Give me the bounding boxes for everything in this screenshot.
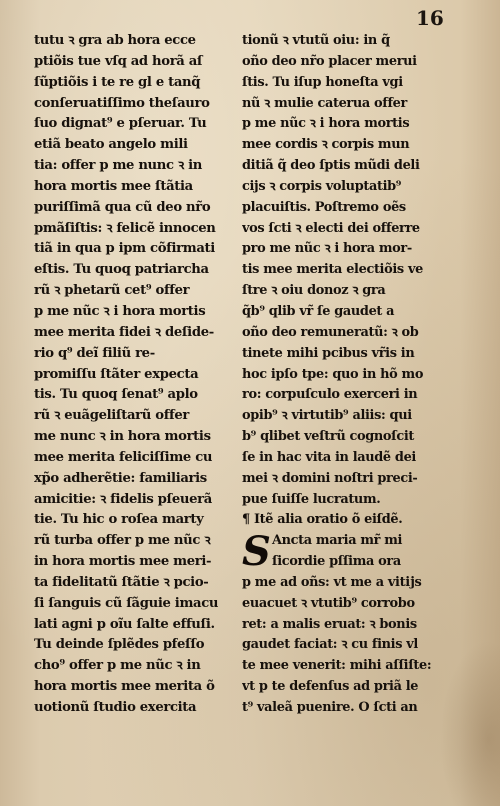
text-line: vos ſcti ꝛ electi dei offerre — [242, 220, 420, 236]
text-line: conſeruatiſſimo theſauro — [34, 95, 210, 111]
text-line: mei ꝛ domini noſtri preci- — [242, 470, 418, 486]
text-line: tia: offer p me nunc ꝛ in — [34, 158, 202, 174]
text-line: tinete mihi pcibus vr̃is in — [242, 345, 415, 361]
text-line: p me nũc ꝛ i hora mortis — [34, 303, 206, 319]
prayer-heading: ¶ Itẽ alia oratio õ eiſdẽ. — [242, 512, 403, 528]
initial-line: ſicordie pſſima ora — [272, 554, 401, 570]
text-line: placuiſtis. Poſtremo oẽs — [242, 199, 406, 215]
text-line: t⁹ valeã puenire. O ſcti an — [242, 700, 418, 715]
text-line: pmãſiſtis: ꝛ felicẽ innocen — [34, 220, 216, 236]
text-line: tis mee merita electiõis ve — [242, 262, 423, 278]
text-line: me nunc ꝛ in hora mortis — [34, 429, 211, 445]
text-line: mee merita fidei ꝛ deſide- — [34, 324, 214, 340]
text-line: xp̃o adherẽtie: familiaris — [34, 470, 207, 486]
text-line: eſtis. Tu quoq patriarcha — [34, 262, 209, 278]
text-line: amicitie: ꝛ fidelis pſeuerã — [34, 491, 212, 507]
initial-line: Ancta maria mr̃ mi — [272, 533, 403, 549]
text-line: tionũ ꝛ vtutũ oiu: in q̃ — [242, 33, 390, 48]
folio-number: 16 — [416, 6, 444, 30]
text-line: ditiã q̃ deo ſptis mũdi deli — [242, 158, 420, 174]
text-line: mee cordis ꝛ corpis mun — [242, 137, 410, 153]
text-line: p me nũc ꝛ i hora mortis — [242, 116, 410, 132]
right-column-upper-text — [242, 31, 438, 510]
text-line: tutu ꝛ gra ab hora ecce — [34, 33, 196, 48]
text-line: uotionũ ſtudio exercita — [34, 700, 197, 715]
drop-cap-initial: S — [242, 528, 271, 576]
text-line: gaudet faciat: ꝛ cu finis vl — [242, 637, 418, 653]
text-line: hoc ipſo tpe: quo in hõ mo — [242, 366, 424, 382]
text-line: tis. Tu quoq ſenat⁹ aplo — [34, 387, 198, 403]
text-line: ta fidelitatũ ſtãtie ꝛ pcio- — [34, 574, 209, 590]
text-line: ſtre ꝛ oiu donoz ꝛ gra — [242, 283, 386, 299]
text-line: te mee venerit: mihi aſſiſte: — [242, 658, 432, 674]
text-line: ſuo dignat⁹ e pſeruar. Tu — [34, 116, 207, 132]
text-line: puriſſimã qua cũ deo nr̃o — [34, 199, 211, 215]
text-line: Tu deinde ſplẽdes pfeſſo — [34, 637, 205, 653]
text-line: ſũptiõis i te re gl e tanq̃ — [34, 74, 201, 90]
text-line: lati agni p oĩu ſalte effuſi. — [34, 616, 215, 632]
page-stain — [440, 640, 500, 806]
text-line: nũ ꝛ mulie caterua offer — [242, 95, 407, 111]
text-line: b⁹ qlibet veſtrũ cognoſcit — [242, 429, 415, 445]
text-line: q̃b⁹ qlib vr̃ ſe gaudet a — [242, 303, 395, 319]
text-line: mee merita feliciſſime cu — [34, 449, 213, 465]
text-line: promiſſu ſtãter expecta — [34, 366, 199, 382]
text-line: in hora mortis mee meri- — [34, 554, 212, 570]
text-line: p me ad oñs: vt me a vitĳs — [242, 574, 422, 590]
left-text-column — [34, 31, 234, 719]
text-line: rũ turba offer p me nũc ꝛ — [34, 533, 211, 549]
text-line: pue ſuiſſe lucratum. — [242, 491, 381, 507]
text-line: ro: corpuſculo exerceri in — [242, 387, 418, 403]
text-line: ret: a malis eruat: ꝛ bonis — [242, 616, 417, 632]
initial-block — [242, 528, 438, 576]
text-line: opib⁹ ꝛ virtutib⁹ aliis: qui — [242, 408, 412, 424]
text-line: pro me nũc ꝛ i hora mor- — [242, 241, 412, 257]
text-line: etiã beato angelo mili — [34, 137, 188, 153]
text-line: tiã in qua p ipm cõfirmati — [34, 241, 215, 257]
text-line: ptiõis tue vſq ad horã aſ — [34, 53, 203, 69]
text-line: cho⁹ offer p me nũc ꝛ in — [34, 658, 201, 674]
text-line: euacuet ꝛ vtutib⁹ corrobo — [242, 595, 415, 611]
text-line: rio q⁹ deĩ filiũ re- — [34, 345, 155, 361]
text-line: hora mortis mee ſtãtia — [34, 178, 193, 194]
text-line: ſtis. Tu iſup honeſta vgi — [242, 74, 403, 90]
text-line: ſi ſanguis cũ ſãguie imacu — [34, 595, 219, 611]
text-line: ſe in hac vita in laudẽ dei — [242, 449, 416, 465]
text-line: hora mortis mee merita õ — [34, 679, 215, 695]
right-text-column — [242, 31, 438, 719]
text-line: vt p te defenſus ad priã le — [242, 679, 419, 695]
text-line: tie. Tu hic o roſea marty — [34, 512, 204, 528]
text-line: oño deo remuneratũ: ꝛ ob — [242, 324, 419, 340]
text-line: cijs ꝛ corpis voluptatib⁹ — [242, 178, 402, 194]
text-line: rũ ꝛ euãgeliſtarũ offer — [34, 408, 189, 424]
text-line: rũ ꝛ phetarũ cet⁹ offer — [34, 283, 190, 299]
text-line: oño deo nr̃o placer merui — [242, 53, 417, 69]
right-column-lower-text — [242, 573, 438, 719]
